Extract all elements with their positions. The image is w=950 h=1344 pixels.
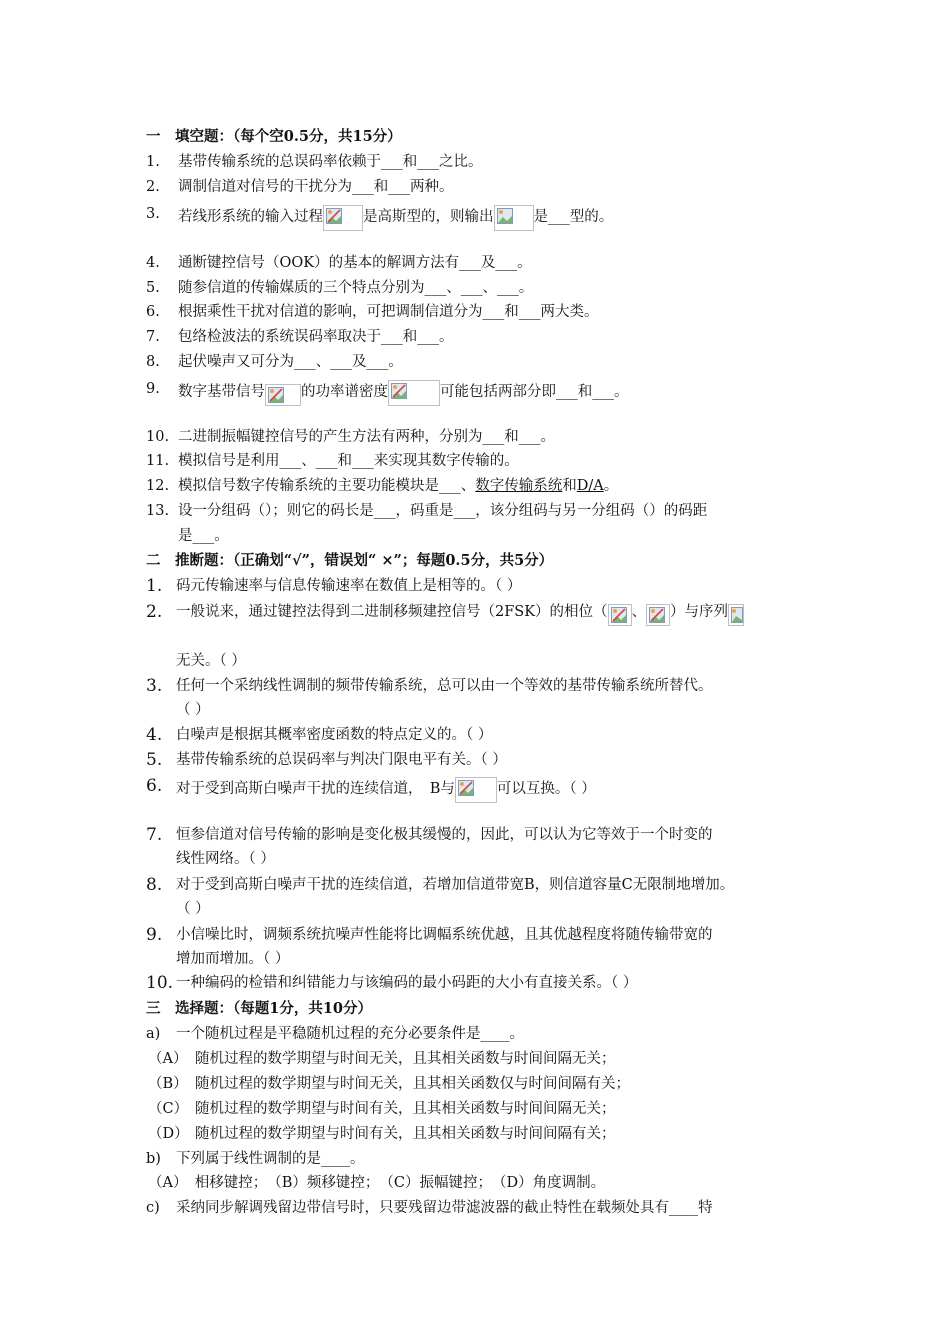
s2-item-2-part-b: 、 <box>631 604 647 620</box>
broken-image-icon <box>608 604 632 626</box>
s1-item-12-part-b: 和 <box>562 478 577 494</box>
s1-item-10-text: 二进制振幅键控信号的产生方法有两种，分别为___和___。 <box>178 429 555 445</box>
s2-item-7-text-cont: 线性网络。（ ） <box>176 851 275 867</box>
s2-item-7-text: 恒参信道对信号传输的影响是变化极其缓慢的，因此，可以认为它等效于一个时变的 <box>176 827 713 843</box>
s1-item-7-text: 包络检波法的系统误码率取决于___和___。 <box>178 329 454 345</box>
s2-item-5-number: 5. <box>146 750 163 770</box>
s1-item-9-part-a: 数字基带信号 <box>178 384 265 400</box>
s1-item-2-text: 调制信道对信号的干扰分为___和___两种。 <box>178 179 454 195</box>
s2-item-4-number: 4. <box>146 725 163 745</box>
s3-question-b-text: 下列属于线性调制的是____。 <box>176 1151 365 1167</box>
s1-item-3-text <box>178 205 613 231</box>
broken-image-icon <box>494 205 534 231</box>
s1-item-6-number: 6. <box>146 304 160 320</box>
s1-item-8-text: 起伏噪声又可分为___、___及___。 <box>178 354 403 370</box>
s1-item-10-number: 10. <box>146 429 170 445</box>
s1-item-13-text: 设一分组码（）；则它的码长是___，码重是___，该分组码与另一分组码（）的码距 <box>178 503 708 519</box>
s2-item-2-number: 2. <box>146 602 163 622</box>
section-2-title: 二 推断题：（正确划“√”，错误划“ ×”；每题0.5分，共5分） <box>146 552 554 569</box>
s3-option-text: 随机过程的数学期望与时间无关，且其相关函数仅与时间间隔有关； <box>195 1076 630 1092</box>
s2-item-10-number: 10. <box>146 973 174 993</box>
s2-item-9-number: 9. <box>146 925 163 945</box>
s1-item-12-part-c: 。 <box>603 478 619 494</box>
s1-item-12-number: 12. <box>146 478 170 494</box>
s1-item-1-number: 1. <box>146 154 160 170</box>
s1-item-13-number: 13. <box>146 503 170 519</box>
s2-item-3-number: 3. <box>146 676 163 696</box>
s3-question-b-number: b) <box>146 1151 161 1167</box>
s1-item-1-text: 基带传输系统的总误码率依赖于___和___之比。 <box>178 154 483 170</box>
s1-item-3-part-c: 是___型的。 <box>533 209 614 225</box>
s1-item-9-number: 9. <box>146 381 160 397</box>
s2-item-4-text: 白噪声是根据其概率密度函数的特点定义的。（ ） <box>176 727 493 743</box>
s1-item-3-number: 3. <box>146 206 160 222</box>
s3-option-label: （C） <box>148 1101 189 1117</box>
s1-item-11-number: 11. <box>146 453 170 469</box>
s1-item-9-text <box>178 380 629 406</box>
s2-item-7-number: 7. <box>146 825 163 845</box>
s1-item-12-text <box>178 477 618 495</box>
s2-item-10-text: 一种编码的检错和纠错能力与该编码的最小码距的大小有直接关系。（ ） <box>176 975 638 991</box>
s1-item-8-number: 8. <box>146 354 160 370</box>
broken-image-icon <box>646 604 670 626</box>
s3-option-text: 随机过程的数学期望与时间有关，且其相关函数与时间间隔有关； <box>195 1126 616 1142</box>
section-3-title: 三 选择题：（每题1分，共10分） <box>146 1000 373 1017</box>
s2-item-1-text: 码元传输速率与信息传输速率在数值上是相等的。（ ） <box>176 578 522 594</box>
s3-option-label: （B） <box>148 1076 188 1092</box>
s2-item-6-part-a: 对于受到高斯白噪声干扰的连续信道， B与 <box>176 781 455 797</box>
s1-item-6-text: 根据乘性干扰对信道的影响，可把调制信道分为___和___两大类。 <box>178 304 599 320</box>
s2-item-9-text: 小信噪比时，调频系统抗噪声性能将比调幅系统优越，且其优越程度将随传输带宽的 <box>176 927 713 943</box>
s2-item-3-text-cont: （ ） <box>176 702 210 718</box>
broken-image-icon <box>455 777 497 803</box>
s3-question-a-text: 一个随机过程是平稳随机过程的充分必要条件是____。 <box>176 1026 524 1042</box>
s1-item-2-number: 2. <box>146 179 160 195</box>
s1-item-12-part-a: 模拟信号数字传输系统的主要功能模块是___、 <box>178 478 476 494</box>
s2-item-6-text <box>176 777 596 803</box>
s2-item-8-text: 对于受到高斯白噪声干扰的连续信道，若增加信道带宽B，则信道容量C无限制地增加。 <box>176 877 735 893</box>
s2-item-2-part-c: ）与序列 <box>670 604 729 620</box>
s1-item-9-part-b: 的功率谱密度 <box>301 384 388 400</box>
s2-item-8-number: 8. <box>146 875 163 895</box>
s1-item-5-text: 随参信道的传输媒质的三个特点分别为___、___、___。 <box>178 280 534 296</box>
section-1-title: 一 填空题：（每个空0.5分，共15分） <box>146 128 402 145</box>
broken-image-icon <box>728 604 744 626</box>
s3-question-c-text: 采纳同步解调残留边带信号时，只要残留边带滤波器的截止特性在载频处具有____特 <box>176 1200 713 1216</box>
s1-item-5-number: 5. <box>146 280 160 296</box>
s2-item-3-text: 任何一个采纳线性调制的频带传输系统，总可以由一个等效的基带传输系统所替代。 <box>176 678 713 694</box>
broken-image-icon <box>265 384 301 406</box>
s3-question-c-number: c) <box>146 1200 160 1216</box>
s3-option-label: （D） <box>148 1126 189 1142</box>
s1-item-13-text-cont: 是___。 <box>178 528 229 544</box>
s2-item-8-text-cont: （ ） <box>176 901 210 917</box>
s2-item-2-text <box>176 603 744 626</box>
s1-item-3-part-b: 是高斯型的，则输出 <box>363 209 494 225</box>
s3-question-a-number: a) <box>146 1026 161 1042</box>
s1-item-9-part-c: 可能包括两部分即___和___。 <box>440 384 629 400</box>
s2-item-5-text: 基带传输系统的总误码率与判决门限电平有关。（ ） <box>176 752 507 768</box>
s2-item-6-part-b: 可以互换。（ ） <box>496 781 596 797</box>
broken-image-icon <box>388 380 440 406</box>
s1-item-4-number: 4. <box>146 255 160 271</box>
link-digital-transmission-system[interactable]: 数字传输系统 <box>475 478 563 494</box>
s2-item-2-part-a: 一般说来，通过键控法得到二进制移频建控信号（2FSK）的相位（ <box>176 604 608 620</box>
s1-item-4-text: 通断键控信号（OOK）的基本的解调方法有___及___。 <box>178 255 532 271</box>
s2-item-9-text-cont: 增加而增加。（ ） <box>176 951 290 967</box>
s3-option-text: 随机过程的数学期望与时间无关，且其相关函数与时间间隔无关； <box>195 1051 616 1067</box>
s2-item-2-text-cont: 无关。（ ） <box>176 653 246 669</box>
s1-item-11-text: 模拟信号是利用___、___和___来实现其数字传输的。 <box>178 453 519 469</box>
s2-item-1-number: 1. <box>146 576 163 596</box>
s3-option-text: 随机过程的数学期望与时间有关，且其相关函数与时间间隔无关； <box>195 1101 616 1117</box>
s2-item-6-number: 6. <box>146 776 163 796</box>
s1-item-3-part-a: 若线形系统的输入过程 <box>178 209 323 225</box>
s3-option-label: （A） <box>148 1051 188 1067</box>
s3-question-b-options: （A） 相移键控； （B）频移键控； （C）振幅键控； （D）角度调制。 <box>148 1175 606 1191</box>
link-d-a[interactable]: D/A <box>576 478 604 494</box>
s1-item-7-number: 7. <box>146 329 160 345</box>
broken-image-icon <box>323 205 363 231</box>
